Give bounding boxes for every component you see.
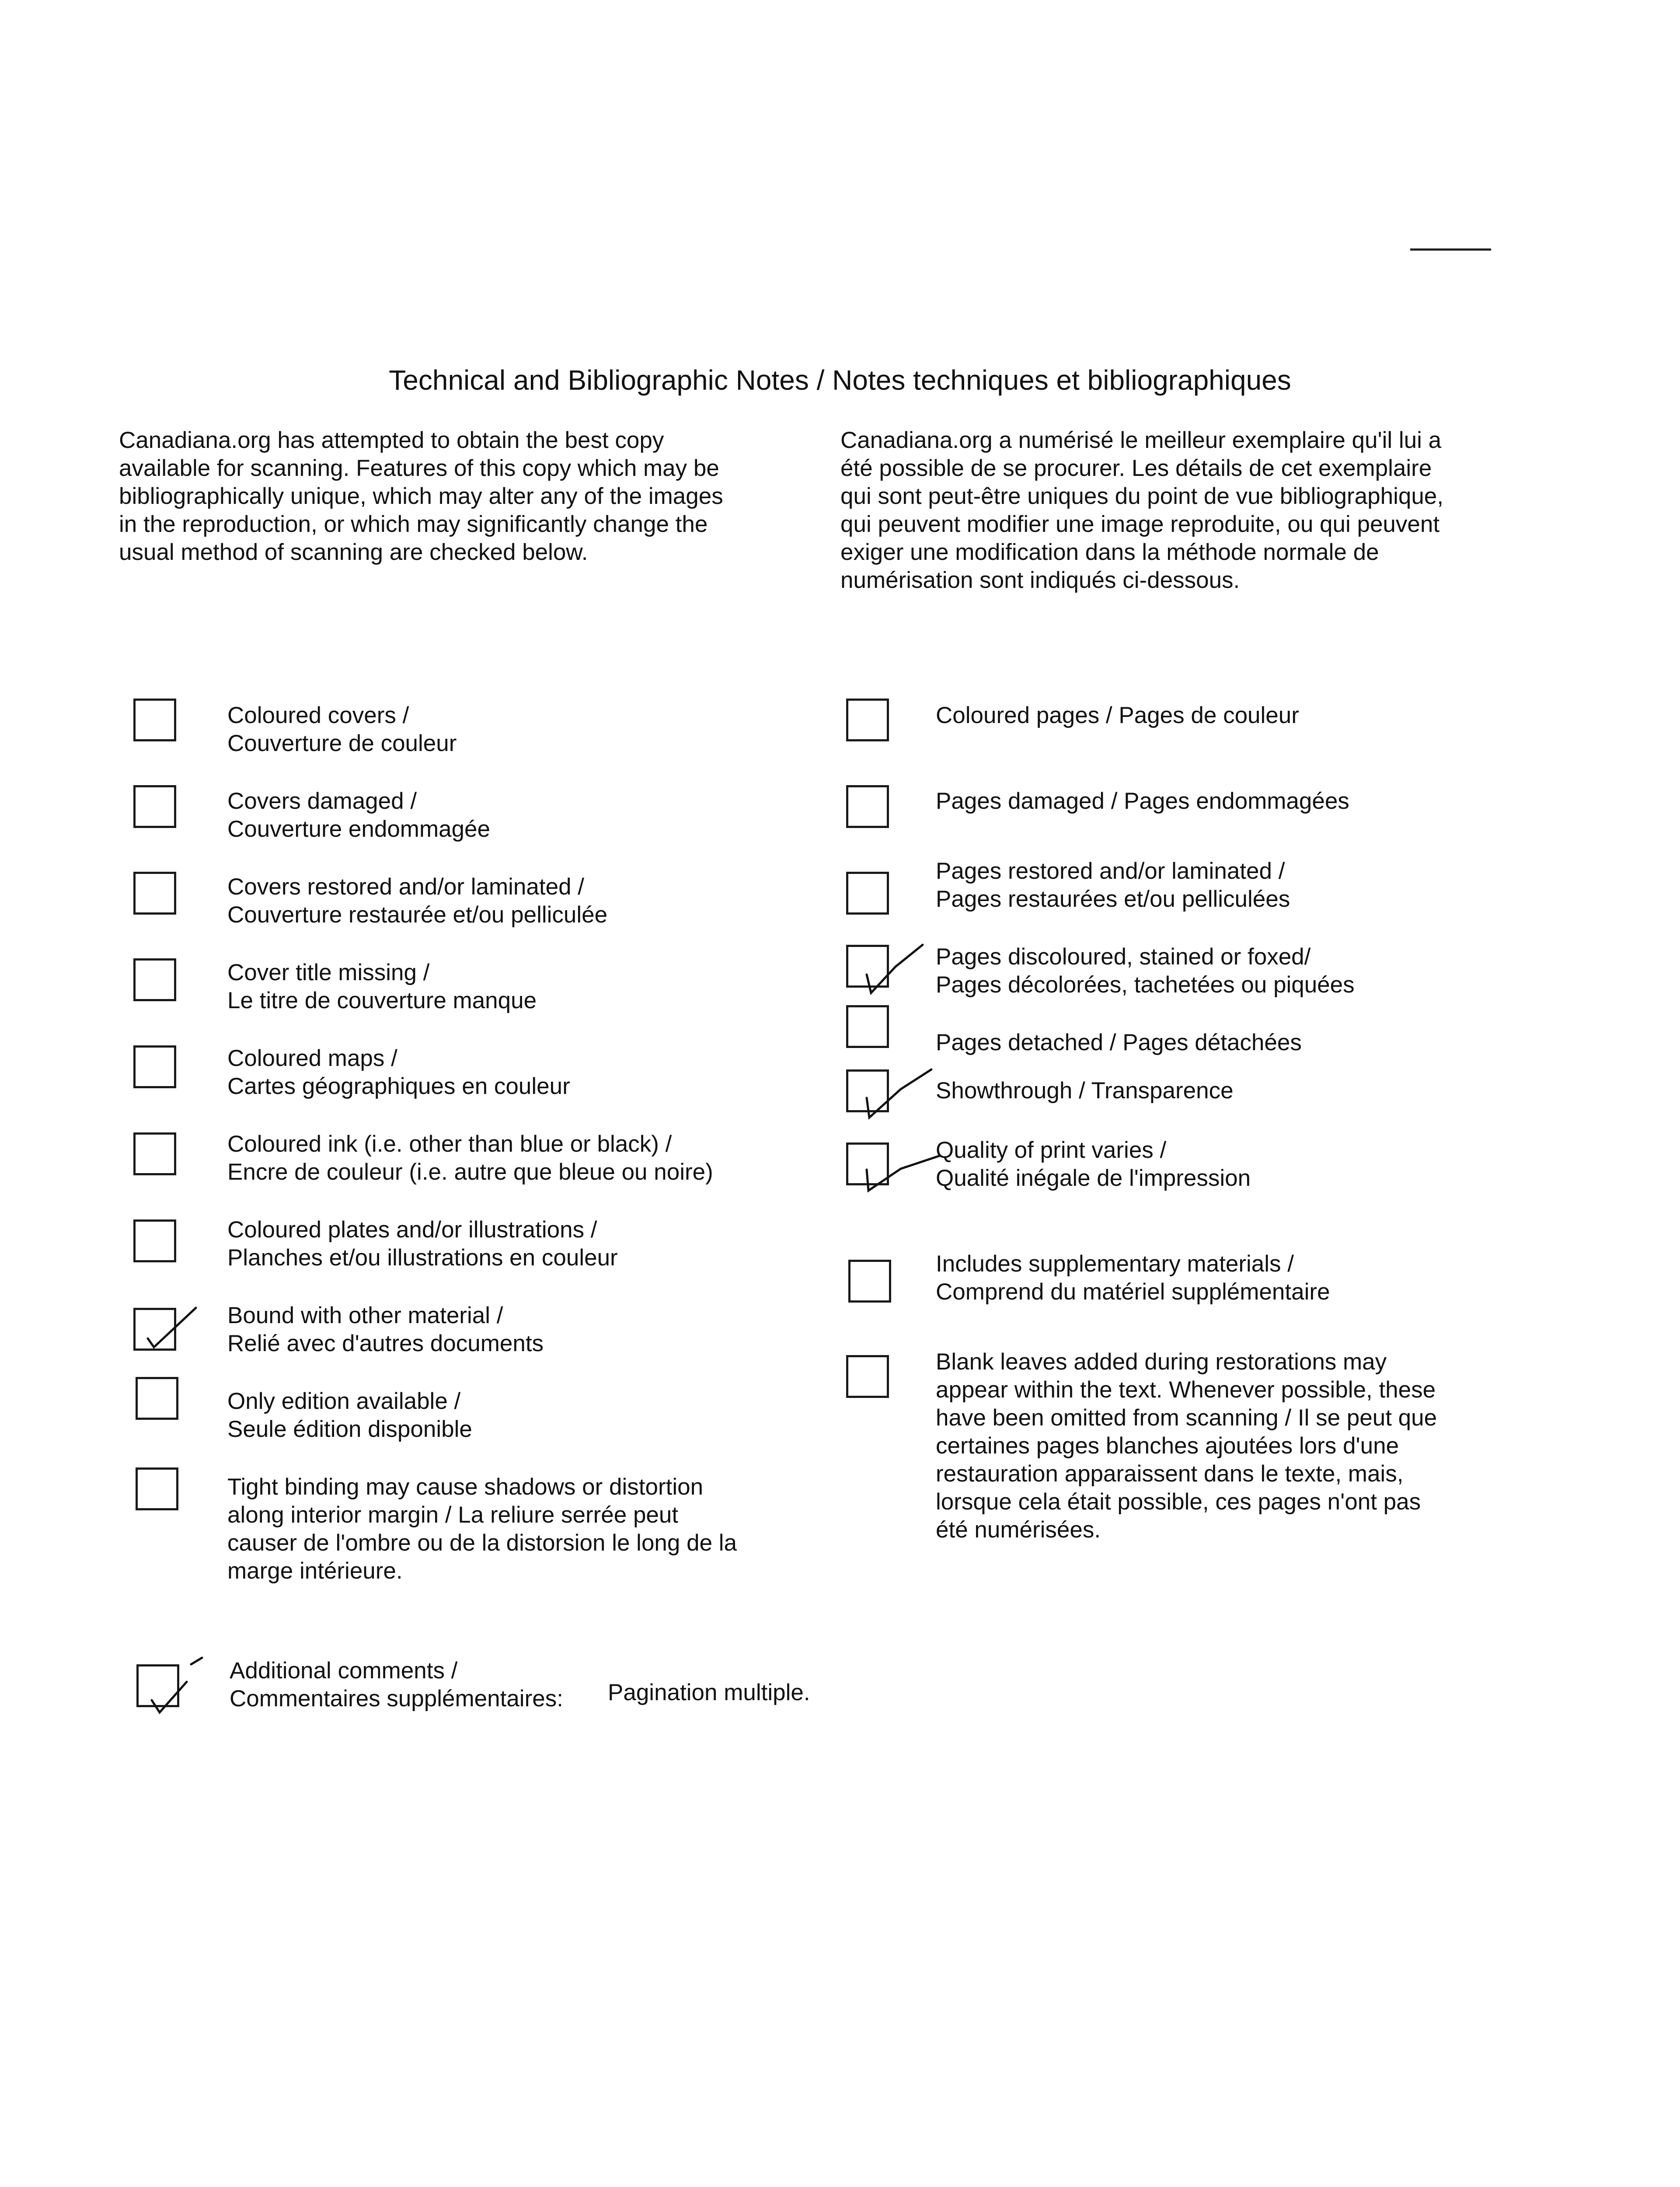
checkbox-covers-restored[interactable] — [133, 872, 176, 915]
label-coloured-maps: Coloured maps / Cartes géographiques en couleur — [227, 1045, 570, 1099]
label-covers-damaged: Covers damaged / Couverture endommagée — [227, 788, 491, 842]
checkbox-pages-damaged[interactable] — [846, 785, 889, 828]
label-supplementary-materials: Includes supplementary materials / Comprend du matériel supplémentaire — [936, 1251, 1330, 1305]
intro-english: Canadiana.org has attempted to obtain the best copy available for scanning. Features of this copy which may be bibliographically unique, which may alter any of the images in the reproduction, or which may significantly change the usual method of scanning are checked below. — [119, 427, 723, 565]
intro-french: Canadiana.org a numérisé le meilleur exemplaire qu'il lui a été possible de se procurer. Les détails de cet exemplaire qui sont peut-être uniques du point de vue bibliographique, qui peuvent modifier une image reproduite, ou qui peuvent exiger une modification dans la méthode normale de numérisation sont indiqués ci-dessous. — [840, 427, 1444, 593]
checkbox-pages-discoloured[interactable] — [846, 945, 889, 988]
label-tight-binding: Tight binding may cause shadows or distortion along interior margin / La reliure serrée peut causer de l'ombre ou de la distorsion le long de la marge intérieure. — [227, 1474, 737, 1584]
checkbox-coloured-plates[interactable] — [133, 1219, 176, 1262]
checkbox-coloured-covers[interactable] — [133, 699, 176, 741]
label-pages-discoloured: Pages discoloured, stained or foxed/ Pages décolorées, tachetées ou piquées — [936, 944, 1355, 998]
checkmark-icon — [131, 1286, 201, 1373]
label-coloured-plates: Coloured plates and/or illustrations / Planches et/ou illustrations en couleur — [227, 1217, 618, 1271]
label-pages-detached: Pages detached / Pages détachées — [936, 1030, 1302, 1055]
checkbox-blank-leaves[interactable] — [846, 1355, 889, 1398]
checkbox-bound-with-other[interactable] — [133, 1308, 176, 1351]
label-coloured-covers: Coloured covers / Couverture de couleur — [227, 702, 457, 756]
checkmark-icon — [844, 923, 949, 1010]
label-coloured-ink: Coloured ink (i.e. other than blue or black) / Encre de couleur (i.e. autre que bleue ou noire) — [227, 1131, 713, 1185]
label-additional-comments: Additional comments / Commentaires supplémentaires: — [230, 1658, 563, 1712]
label-only-edition: Only edition available / Seule édition disponible — [227, 1388, 472, 1442]
label-bound-with-other: Bound with other material / Relié avec d'autres documents — [227, 1303, 544, 1356]
checkbox-pages-restored[interactable] — [846, 872, 889, 915]
checkbox-showthrough[interactable] — [846, 1069, 889, 1112]
checkbox-coloured-maps[interactable] — [133, 1045, 176, 1088]
top-rule-divider — [1410, 248, 1491, 251]
checkbox-tight-binding[interactable] — [136, 1467, 178, 1510]
label-cover-title-missing: Cover title missing / Le titre de couverture manque — [227, 960, 537, 1013]
page-title: Technical and Bibliographic Notes / Notes techniques et bibliographiques — [389, 364, 1291, 396]
label-pages-restored: Pages restored and/or laminated / Pages restaurées et/ou pelliculées — [936, 858, 1290, 912]
checkbox-quality-of-print[interactable] — [846, 1142, 889, 1185]
checkbox-additional-comments[interactable] — [136, 1664, 179, 1707]
checkbox-supplementary-materials[interactable] — [848, 1260, 891, 1303]
label-coloured-pages: Coloured pages / Pages de couleur — [936, 702, 1299, 728]
checkbox-cover-title-missing[interactable] — [133, 958, 176, 1001]
label-quality-of-print: Quality of print varies / Qualité inégale de l'impression — [936, 1137, 1251, 1191]
checkbox-coloured-ink[interactable] — [133, 1132, 176, 1175]
label-blank-leaves: Blank leaves added during restorations may appear within the text. Whenever possible, these have been omitted from scanning / Il se peut que certaines pages blanches ajoutées lors d'une restauration apparaissent dans le texte, mais, lorsque cela était possible, ces pages n'ont pas été numérisées. — [936, 1349, 1437, 1543]
checkbox-pages-detached[interactable] — [846, 1005, 889, 1048]
checkbox-covers-damaged[interactable] — [133, 785, 176, 828]
label-showthrough: Showthrough / Transparence — [936, 1078, 1234, 1104]
checkbox-only-edition[interactable] — [136, 1377, 178, 1420]
checkbox-coloured-pages[interactable] — [846, 699, 889, 741]
label-covers-restored: Covers restored and/or laminated / Couverture restaurée et/ou pelliculée — [227, 874, 608, 928]
label-pages-damaged: Pages damaged / Pages endommagées — [936, 788, 1349, 814]
additional-comments-value: Pagination multiple. — [608, 1680, 810, 1705]
